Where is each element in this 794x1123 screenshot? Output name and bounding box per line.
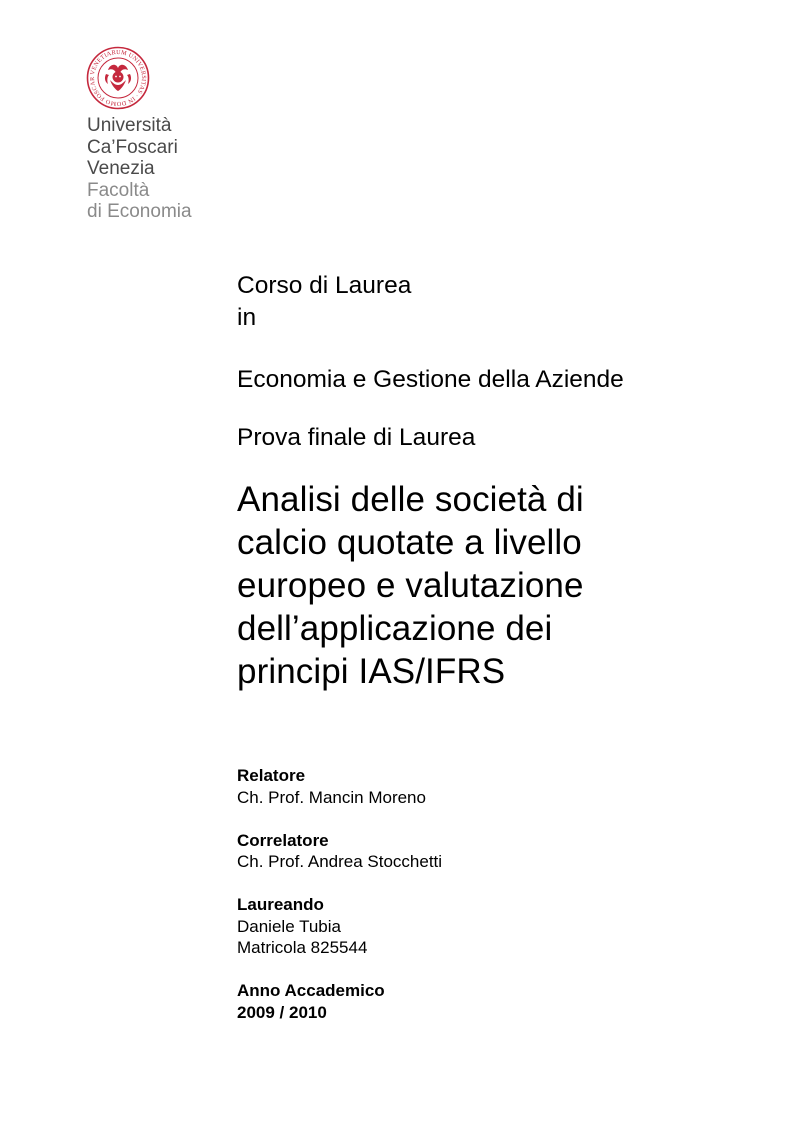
- relatore-label: Relatore: [237, 766, 306, 785]
- relatore-name: Ch. Prof. Mancin Moreno: [237, 787, 426, 807]
- thesis-title-line: Analisi delle società di: [237, 480, 584, 519]
- university-name: [87, 115, 192, 223]
- course-line: Corso di Laurea: [237, 272, 412, 299]
- thesis-title-line: europeo e valutazione: [237, 566, 584, 605]
- thesis-title: [237, 478, 757, 693]
- course-line: in: [237, 304, 257, 331]
- exam-type: Prova finale di Laurea: [237, 424, 476, 451]
- university-line: Università: [87, 115, 172, 136]
- anno-value: 2009 / 2010: [237, 1002, 327, 1022]
- laureando-name: Daniele Tubia: [237, 916, 341, 936]
- course-section: [237, 270, 757, 693]
- correlatore-group: [237, 830, 442, 873]
- faculty-line: di Economia: [87, 201, 192, 222]
- anno-label: Anno Accademico: [237, 981, 385, 1000]
- relatore-group: [237, 765, 442, 808]
- thesis-title-line: principi IAS/IFRS: [237, 652, 506, 691]
- university-seal-logo: [86, 46, 150, 110]
- laureando-group: [237, 894, 442, 959]
- university-line: Ca’Foscari: [87, 136, 178, 158]
- university-line: Venezia: [87, 158, 155, 179]
- degree-name: Economia e Gestione della Aziende: [237, 366, 624, 393]
- correlatore-name: Ch. Prof. Andrea Stocchetti: [237, 852, 443, 871]
- anno-group: [237, 980, 442, 1023]
- thesis-metadata: [237, 765, 442, 1045]
- correlatore-label: Correlatore: [237, 830, 329, 850]
- thesis-title-line: dell’applicazione dei: [237, 609, 553, 648]
- matricola: Matricola 825544: [237, 938, 368, 957]
- laureando-label: Laureando: [237, 895, 324, 914]
- svg-text:VENETIARUM UNIVERSITAS · IN DO: VENETIARUM UNIVERSITAS · IN DOMO FOSCAR: [88, 48, 148, 108]
- faculty-line: Facoltà: [87, 179, 150, 201]
- thesis-title-line: calcio quotate a livello: [237, 523, 582, 562]
